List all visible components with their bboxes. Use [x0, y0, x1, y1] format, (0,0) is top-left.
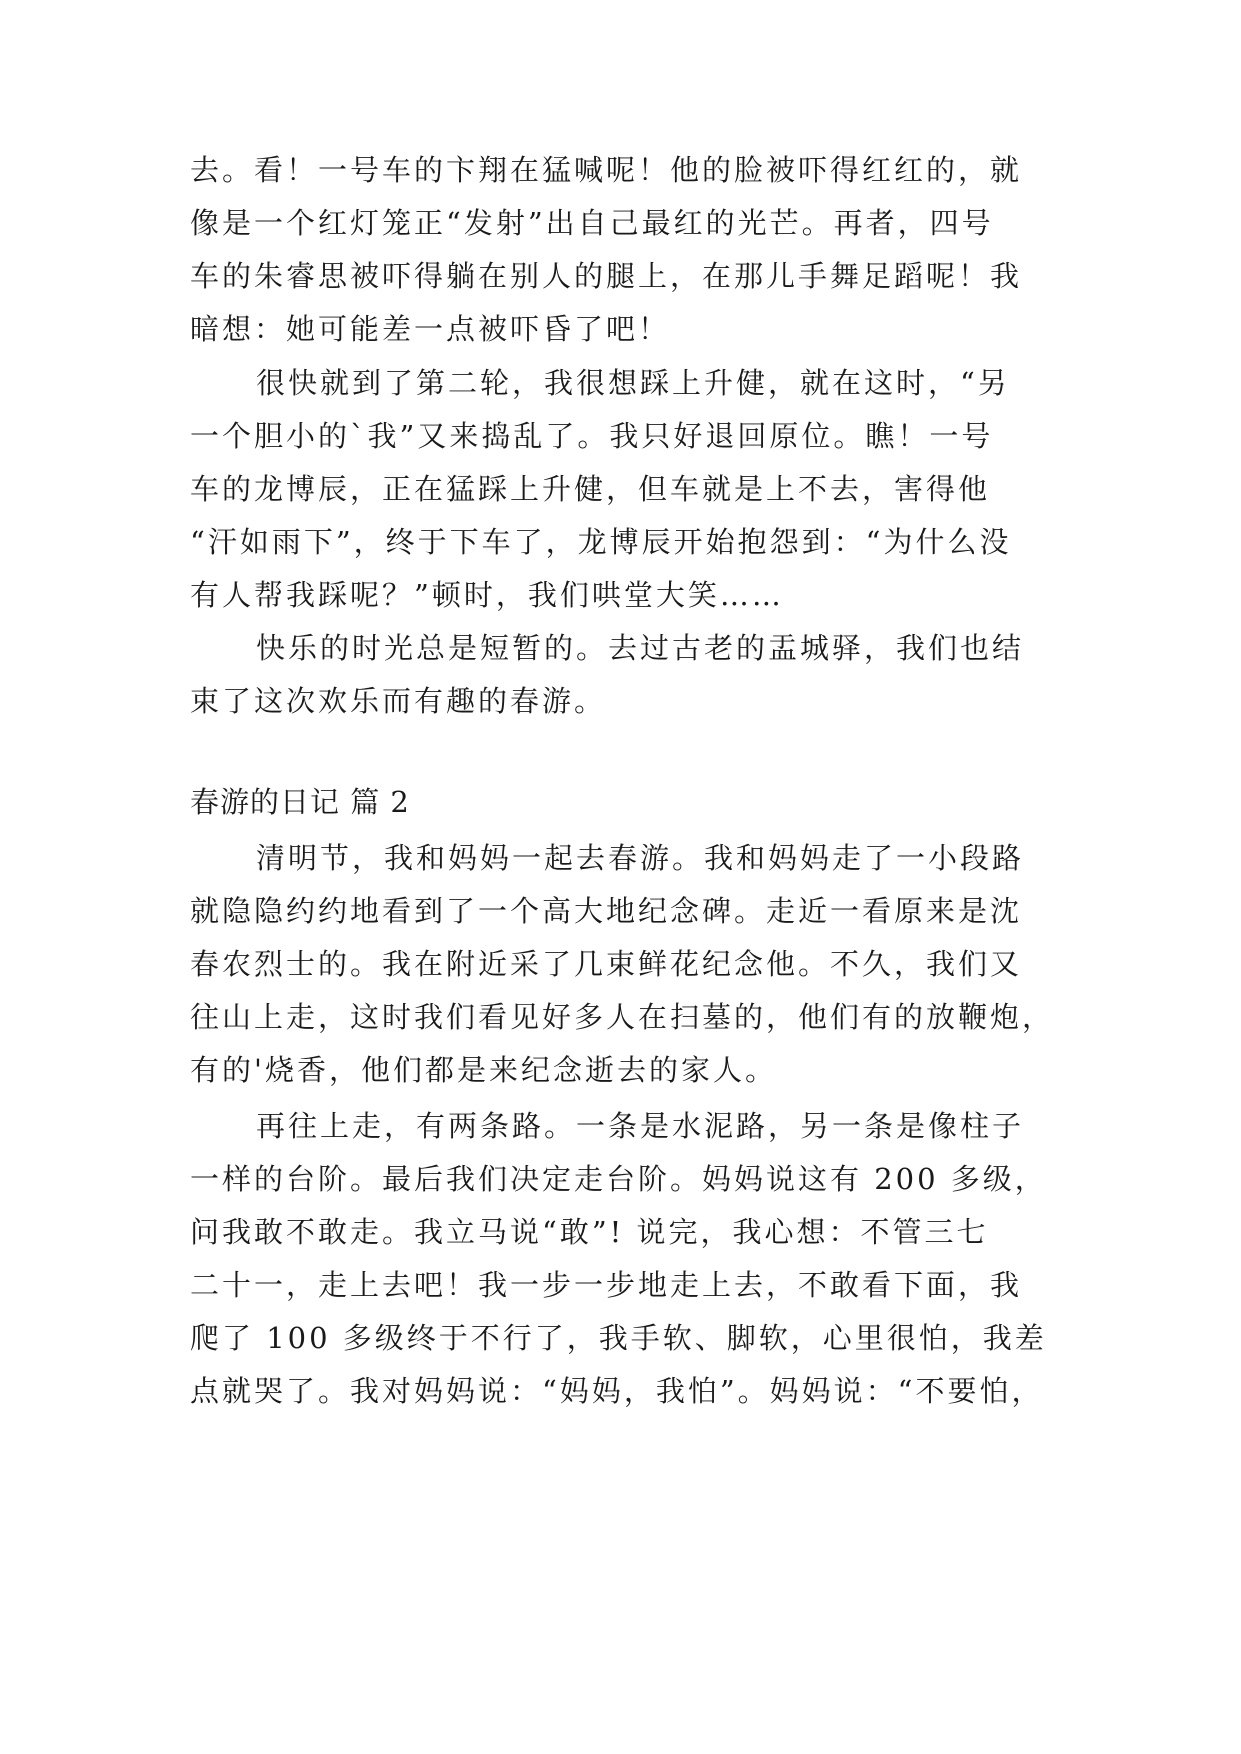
paragraph-4-line-2: 就隐隐约约地看到了一个高大地纪念碑。走近一看原来是沈	[190, 894, 1023, 928]
paragraph-5-line-6: 点就哭了。我对妈妈说：“妈妈，我怕”。妈妈说：“不要怕，	[190, 1374, 1044, 1408]
paragraph-5-line-4: 二十一，走上去吧！我一步一步地走上去，不敢看下面，我	[190, 1268, 1023, 1302]
paragraph-4-line-3: 春农烈士的。我在附近采了几束鲜花纪念他。不久，我们又	[190, 947, 1023, 981]
paragraph-5-line-5: 爬了 100 多级终于不行了，我手软、脚软，心里很怕，我差	[190, 1321, 1047, 1355]
paragraph-1-line-4: 暗想：她可能差一点被吓昏了吧！	[190, 312, 671, 346]
paragraph-5-line-3: 问我敢不敢走。我立马说“敢”! 说完，我心想：不管三七	[190, 1215, 989, 1249]
paragraph-2-line-4: “汗如雨下”，终于下车了，龙博辰开始抱怨到：“为什么没	[190, 525, 1012, 559]
paragraph-2-line-3: 车的龙博辰，正在猛踩上升健，但车就是上不去，害得他	[190, 472, 991, 506]
paragraph-4-line-4: 往山上走，这时我们看见好多人在扫墓的，他们有的放鞭炮，	[190, 1000, 1055, 1034]
paragraph-1-line-2: 像是一个红灯笼正“发射”出自己最红的光芒。再者，四号	[190, 206, 994, 240]
paragraph-1-line-1: 去。看！一号车的卞翔在猛喊呢！他的脸被吓得红红的，就	[190, 153, 1023, 187]
paragraph-2-line-1: 很快就到了第二轮，我很想踩上升健，就在这时，“另	[256, 366, 1010, 400]
paragraph-2-line-2: 一个胆小的`我”又来捣乱了。我只好退回原位。瞧！一号	[190, 419, 994, 453]
paragraph-4-line-1: 清明节，我和妈妈一起去春游。我和妈妈走了一小段路	[256, 841, 1025, 875]
paragraph-2-line-5: 有人帮我踩呢？”顿时，我们哄堂大笑……	[190, 578, 784, 612]
paragraph-1-line-3: 车的朱睿思被吓得躺在别人的腿上，在那儿手舞足蹈呢！我	[190, 259, 1023, 293]
paragraph-4-line-5: 有的'烧香，他们都是来纪念逝去的家人。	[190, 1053, 777, 1087]
section-heading: 春游的日记 篇 2	[190, 785, 410, 819]
paragraph-5-line-2: 一样的台阶。最后我们决定走台阶。妈妈说这有 200 多级，	[190, 1162, 1047, 1196]
paragraph-5-line-1: 再往上走，有两条路。一条是水泥路，另一条是像柱子	[256, 1109, 1025, 1143]
paragraph-3-line-2: 束了这次欢乐而有趣的春游。	[190, 684, 607, 718]
paragraph-3-line-1: 快乐的时光总是短暂的。去过古老的盂城驿，我们也结	[256, 631, 1025, 665]
